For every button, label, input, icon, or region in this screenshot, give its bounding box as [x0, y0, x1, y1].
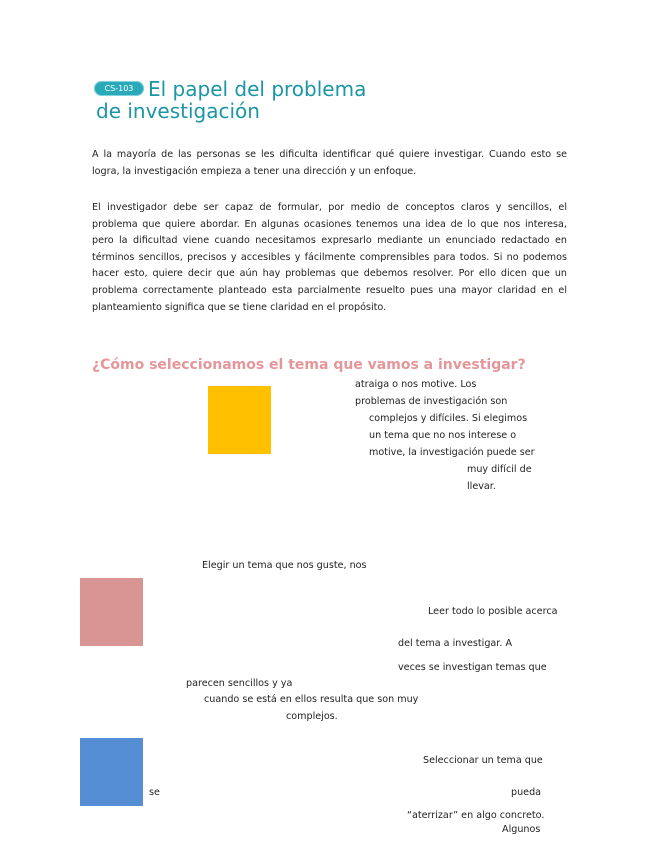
block1-line: complejos y difíciles. Si elegimos [369, 413, 528, 424]
block3-line: Algunos [502, 824, 541, 835]
intro-paragraph: A la mayoría de las personas se les dificulta identificar qué quiere investigar. Cuando esto se logra, la investigación empieza a tener una dirección y un enfoque. [92, 149, 567, 177]
block1-line: motive, la investigación puede ser [369, 447, 535, 458]
section-heading: ¿Cómo seleccionamos el tema que vamos a investigar? [92, 357, 526, 373]
block2-line: del tema a investigar. A [398, 638, 513, 649]
block1-line: problemas de investigación son [355, 396, 508, 407]
page-title-line-2: de investigación [96, 99, 260, 123]
block2-line: cuando se está en ellos resulta que son muy [204, 694, 419, 705]
page-title [96, 78, 426, 122]
block1-line: atraiga o nos motive. Los [355, 379, 477, 390]
block1-line: un tema que no nos interese o [369, 430, 517, 441]
block2-line: parecen sencillos y ya [186, 678, 293, 689]
page-title-line-1: El papel del problema [148, 77, 367, 101]
block3-line: se [149, 787, 160, 798]
block3-line: Seleccionar un tema que [423, 755, 543, 766]
course-code-badge: CS-103 [94, 81, 144, 96]
pink-square [80, 578, 143, 646]
block1-line: llevar. [467, 481, 496, 492]
block1-intro: Elegir un tema que nos guste, nos [202, 560, 367, 571]
block2-line: Leer todo lo posible acerca [428, 606, 558, 617]
blue-square [80, 738, 143, 806]
body-paragraph: El investigador debe ser capaz de formular, por medio de conceptos claros y sencillos, el problema que quiere abordar. En algunas ocasiones tenemos una idea de lo que nos interesa, pero la dificultad viene cuando necesitamos expresarlo mediante un enunciado redactado en términos sencillos, precisos y accesibles y fácilmente comprensibles para todos. Si no podemos hacer esto, quiere decir que aún hay problemas que debemos resolver. Por ello dicen que un problema correctamente planteado esta parcialmente resuelto pues una mayor claridad en el planteamiento significa que se tiene claridad en el propósito. [92, 202, 567, 313]
block3-line: pueda [511, 787, 542, 798]
block3-line: “aterrizar” en algo concreto. [407, 810, 545, 821]
yellow-square [208, 386, 271, 454]
block2-line: complejos. [286, 711, 338, 722]
block1-line: muy difícil de [467, 464, 532, 475]
block2-line: veces se investigan temas que [398, 662, 547, 673]
